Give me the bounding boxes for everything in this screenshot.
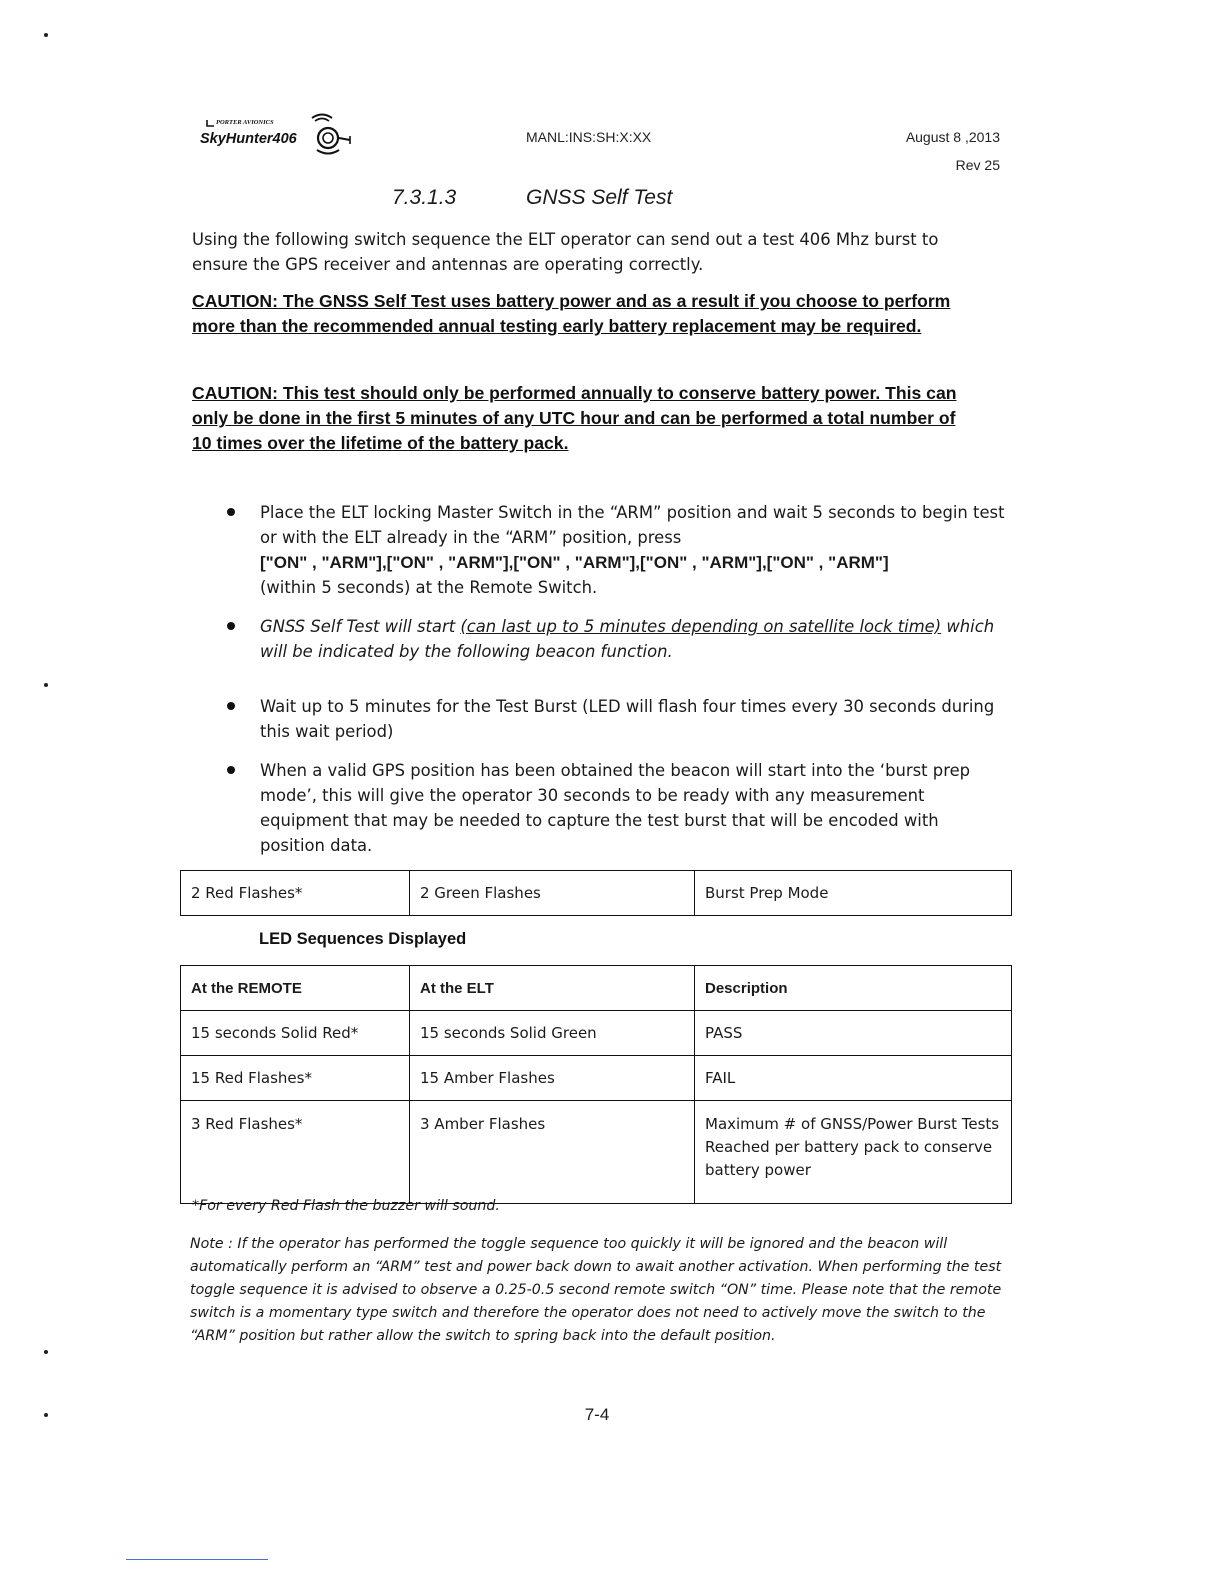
table-cell: 2 Green Flashes xyxy=(410,871,695,916)
document-date: August 8 ,2013 xyxy=(905,129,1000,145)
scan-speck xyxy=(44,1413,48,1417)
list-item xyxy=(226,694,1006,744)
scan-speck xyxy=(44,1350,48,1354)
list-item xyxy=(226,758,1006,858)
footer-rule xyxy=(126,1559,268,1560)
step-wait-text: Wait up to 5 minutes for the Test Burst (LED will flash four times every 30 seconds during this wait period) xyxy=(260,697,995,741)
led-table-title: LED Sequences Displayed xyxy=(259,930,467,948)
table-cell: 3 Amber Flashes xyxy=(410,1101,695,1204)
column-header: Description xyxy=(695,966,1012,1011)
caution-line: CAUTION: The GNSS Self Test uses battery power and as a result if you choose to perform xyxy=(192,291,951,311)
document-id: MANL:INS:SH:X:XX xyxy=(526,129,652,145)
table-cell: 15 Red Flashes* xyxy=(181,1056,410,1101)
section-heading xyxy=(392,186,672,210)
table-cell: 15 seconds Solid Green xyxy=(410,1011,695,1056)
caution-line: CAUTION: This test should only be performed annually to conserve battery power. This can xyxy=(192,383,957,403)
switch-sequence: ["ON" , "ARM"],["ON" , "ARM"],["ON" , "ARM"],["ON" , "ARM"],["ON" , "ARM"] xyxy=(260,553,889,572)
intro-paragraph: Using the following switch sequence the ELT operator can send out a test 406 Mhz burst to ensure the GPS receiver and antennas are operating correctly. xyxy=(192,230,939,274)
column-header: At the ELT xyxy=(410,966,695,1011)
section-number: 7.3.1.3 xyxy=(392,186,457,209)
led-sequences-table xyxy=(180,965,1012,1204)
logo-graphic xyxy=(200,112,360,158)
step-arm-tail: (within 5 seconds) at the Remote Switch. xyxy=(260,578,598,597)
caution-line: only be done in the first 5 minutes of any UTC hour and can be performed a total number of xyxy=(192,408,956,428)
step-start-text: GNSS Self Test will start xyxy=(260,617,461,636)
table-row xyxy=(181,1011,1012,1056)
caution-annual-test xyxy=(192,381,957,456)
section-title: GNSS Self Test xyxy=(526,186,673,209)
table-header-row xyxy=(181,966,1012,1011)
step-arm-text: Place the ELT locking Master Switch in the “ARM” position and wait 5 seconds to begin test or with the ELT already in the “ARM” position, press xyxy=(260,503,1005,547)
list-item xyxy=(226,614,1006,664)
list-item xyxy=(226,500,1006,600)
table-cell: 15 seconds Solid Red* xyxy=(181,1011,410,1056)
footnote: *For every Red Flash the buzzer will sound. xyxy=(192,1198,500,1214)
procedure-steps xyxy=(226,500,1006,858)
table-cell: Burst Prep Mode xyxy=(695,871,1012,916)
logo-brand-text: SkyHunter406 xyxy=(200,131,297,147)
document-revision: Rev 25 xyxy=(955,157,1000,173)
step-start-tail: which will be indicated by the following beacon function. xyxy=(260,617,995,661)
scan-speck xyxy=(44,33,48,37)
table-cell: 3 Red Flashes* xyxy=(181,1101,410,1204)
table-cell: PASS xyxy=(695,1011,1012,1056)
table-row xyxy=(181,1101,1012,1204)
company-logo xyxy=(200,112,360,158)
table-row xyxy=(181,1056,1012,1101)
step-burst-prep-text: When a valid GPS position has been obtained the beacon will start into the ‘burst prep mode’, this will give the operator 30 seconds to be ready with any measurement equipment that may be needed to capture the test burst that will be encoded with position data. xyxy=(260,761,971,855)
column-header: At the REMOTE xyxy=(181,966,410,1011)
page-number: 7-4 xyxy=(584,1405,610,1424)
scan-speck xyxy=(44,683,48,687)
logo-small-text: PORTER AVIONICS xyxy=(216,119,274,126)
caution-line: more than the recommended annual testing early battery replacement may be required. xyxy=(192,316,922,336)
caution-line-text: 10 times over the lifetime of the battery pack xyxy=(192,433,564,453)
caution-line-period: . xyxy=(563,433,569,453)
table-cell: Maximum # of GNSS/Power Burst Tests Reached per battery pack to conserve battery power xyxy=(695,1101,1012,1204)
caution-line xyxy=(192,431,957,456)
table-cell: FAIL xyxy=(695,1056,1012,1101)
table-cell: 2 Red Flashes* xyxy=(181,871,410,916)
operator-note: Note : If the operator has performed the toggle sequence too quickly it will be ignored and the beacon will automatically perform an “ARM” test and power back down to await another activation. When performing the test toggle sequence it is advised to observe a 0.25-0.5 second remote switch “ON” time. Please note that the remote switch is a momentary type switch and therefore the operator does not need to actively move the switch to the “ARM” position but rather allow the switch to spring back into the default position. xyxy=(190,1236,1002,1344)
burst-prep-table xyxy=(180,870,1012,916)
table-row xyxy=(181,871,1012,916)
step-start-duration: (can last up to 5 minutes depending on satellite lock time) xyxy=(460,617,942,636)
caution-battery-usage xyxy=(192,289,950,339)
table-cell: 15 Amber Flashes xyxy=(410,1056,695,1101)
